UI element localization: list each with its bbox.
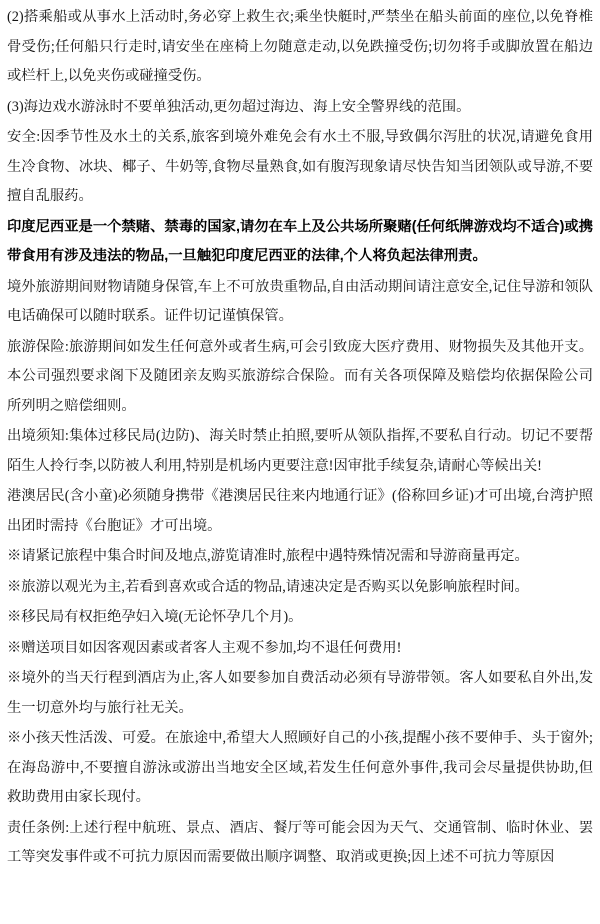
paragraph-valuables: 境外旅游期间财物请随身保管,车上不可放贵重物品,自由活动期间请注意安全,记住导游和领队电话确保可以随时联系。证件切记谨慎保管。 <box>7 278 593 324</box>
paragraph-food-safety: 安全:因季节性及水土的关系,旅客到境外难免会有水土不服,导致偶尔泻肚的状况,请避免食用生冷食物、冰块、椰子、牛奶等,食物尽量熟食,如有腹泻现象请尽快告知当团领队或导游,不要擅自乱服药。 <box>7 129 593 204</box>
paragraph-exit-notice: 出境须知:集体过移民局(边防)、海关时禁止拍照,要听从领队指挥,不要私自行动。切记不要帮陌生人拎行李,以防被人利用,特别是机场内更要注意!因审批手续复杂,请耐心等候出关! <box>7 428 593 474</box>
paragraph-travel-insurance: 旅游保险:旅游期间如发生任何意外或者生病,可会引致庞大医疗费用、财物损失及其他开支。本公司强烈要求阁下及随团亲友购买旅游综合保险。而有关各项保障及赔偿均依据保险公司所列明之赔偿细则。 <box>7 338 593 414</box>
note-shopping-decision: ※旅游以观光为主,若看到喜欢或合适的物品,请速决定是否购买以免影响旅程时间。 <box>7 578 529 595</box>
paragraph-hk-macau-documents: 港澳居民(含小童)必须随身携带《港澳居民往来内地通行证》(俗称回乡证)才可出境,台湾护照出团时需持《台胞证》才可出境。 <box>7 488 593 534</box>
paragraph-gambling-drug-warning: 印度尼西亚是一个禁赌、禁毒的国家,请勿在车上及公共场所聚赌(任何纸牌游戏均不适合)或携带食用有涉及违法的物品,一旦触犯印度尼西亚的法律,个人将负起法律刑责。 <box>7 218 593 264</box>
note-children-safety: ※小孩天性活泼、可爱。在旅途中,希望大人照顾好自己的小孩,提醒小孩不要伸手、头于窗外;在海岛游中,不要擅自游泳或游出当地安全区域,若发生任何意外事件,我司会尽量提供协助,但救助费用由家长现付。 <box>7 730 593 805</box>
note-after-hours-activity: ※境外的当天行程到酒店为止,客人如要参加自费活动必须有导游带领。客人如要私自外出,发生一切意外均与旅行社无关。 <box>7 670 593 716</box>
note-free-items-no-refund: ※赠送项目如因客观因素或者客人主观不参加,均不退任何费用! <box>7 639 402 656</box>
paragraph-liability-clause: 责任条例:上述行程中航班、景点、酒店、餐厅等可能会因为天气、交通管制、临时休业、罢工等突发事件或不可抗力原因而需要做出顺序调整、取消或更换;因上述不可抗力等原因 <box>7 819 593 865</box>
paragraph-swimming-safety: (3)海边戏水游泳时不要单独活动,更勿超过海边、海上安全警界线的范围。 <box>7 98 471 115</box>
paragraph-boat-safety: (2)搭乘船或从事水上活动时,务必穿上救生衣;乘坐快艇时,严禁坐在船头前面的座位,以免脊椎骨受伤;任何船只行走时,请安坐在座椅上勿随意走动,以免跌撞受伤;切勿将手或脚放置在船边或栏杆上,以免夹伤或碰撞受伤。 <box>7 9 593 84</box>
note-pregnant-entry: ※移民局有权拒绝孕妇入境(无论怀孕几个月)。 <box>7 609 303 625</box>
note-gathering-time: ※请紧记旅程中集合时间及地点,游览请准时,旅程中遇特殊情况需和导游商量再定。 <box>7 548 529 564</box>
